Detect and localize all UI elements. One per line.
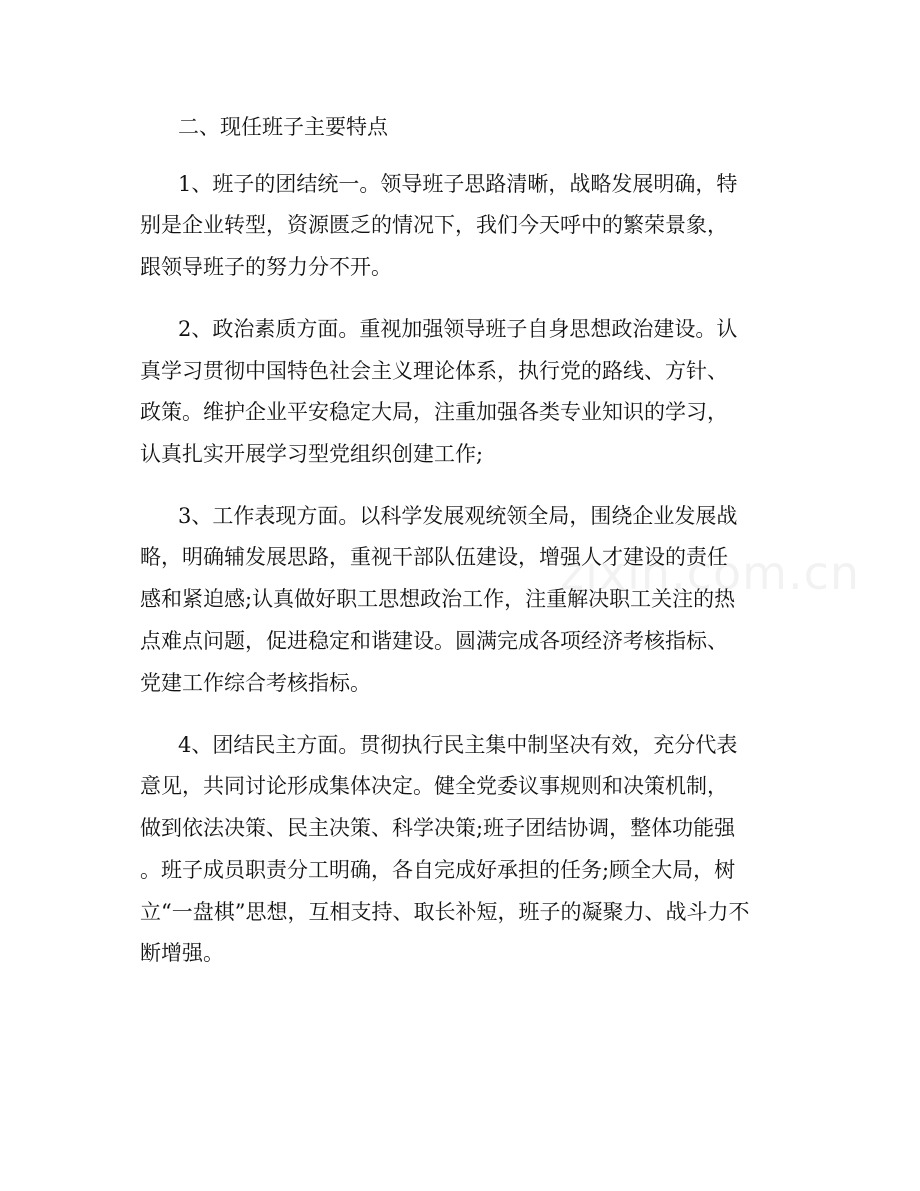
paragraph-line: 1、班子的团结统一。领导班子思路清晰，战略发展明确，特 <box>178 172 738 196</box>
paragraph-line: 党建工作综合考核指标。 <box>140 671 371 695</box>
paragraph-line: 别是企业转型，资源匮乏的情况下，我们今天呼中的繁荣景象， <box>140 213 728 237</box>
paragraph-line: 意见，共同讨论形成集体决定。健全党委议事规则和决策机制， <box>140 774 728 798</box>
paragraph-line: 4、团结民主方面。贯彻执行民主集中制坚决有效，充分代表 <box>178 733 738 757</box>
paragraph-line: 真学习贯彻中国特色社会主义理论体系，执行党的路线、方针、 <box>140 359 728 383</box>
paragraph-line: 。班子成员职责分工明确，各自完成好承担的任务;顾全大局，树 <box>140 858 736 882</box>
paragraph-line: 略，明确辅发展思路，重视干部队伍建设，增强人才建设的责任 <box>140 545 728 569</box>
paragraph-line: 认真扎实开展学习型党组织创建工作; <box>140 442 484 466</box>
watermark: zixin.com.cn <box>560 546 861 600</box>
paragraph-line: 政策。维护企业平安稳定大局，注重加强各类专业知识的学习， <box>140 400 728 424</box>
paragraph-line: 断增强。 <box>140 941 224 965</box>
paragraph-line: 立“一盘棋”思想，互相支持、取长补短，班子的凝聚力、战斗力不 <box>140 900 750 924</box>
paragraph-line: 2、政治素质方面。重视加强领导班子自身思想政治建设。认 <box>178 317 738 341</box>
paragraph-line: 感和紧迫感;认真做好职工思想政治工作，注重解决职工关注的热 <box>140 587 736 611</box>
paragraph-line: 3、工作表现方面。以科学发展观统领全局，围绕企业发展战 <box>178 504 738 528</box>
paragraph-line: 点难点问题，促进稳定和谐建设。圆满完成各项经济考核指标、 <box>140 629 728 653</box>
section-heading: 二、现任班子主要特点 <box>178 115 388 139</box>
paragraph-line: 做到依法决策、民主决策、科学决策;班子团结协调，整体功能强 <box>140 816 736 840</box>
paragraph-line: 跟领导班子的努力分不开。 <box>140 255 392 279</box>
